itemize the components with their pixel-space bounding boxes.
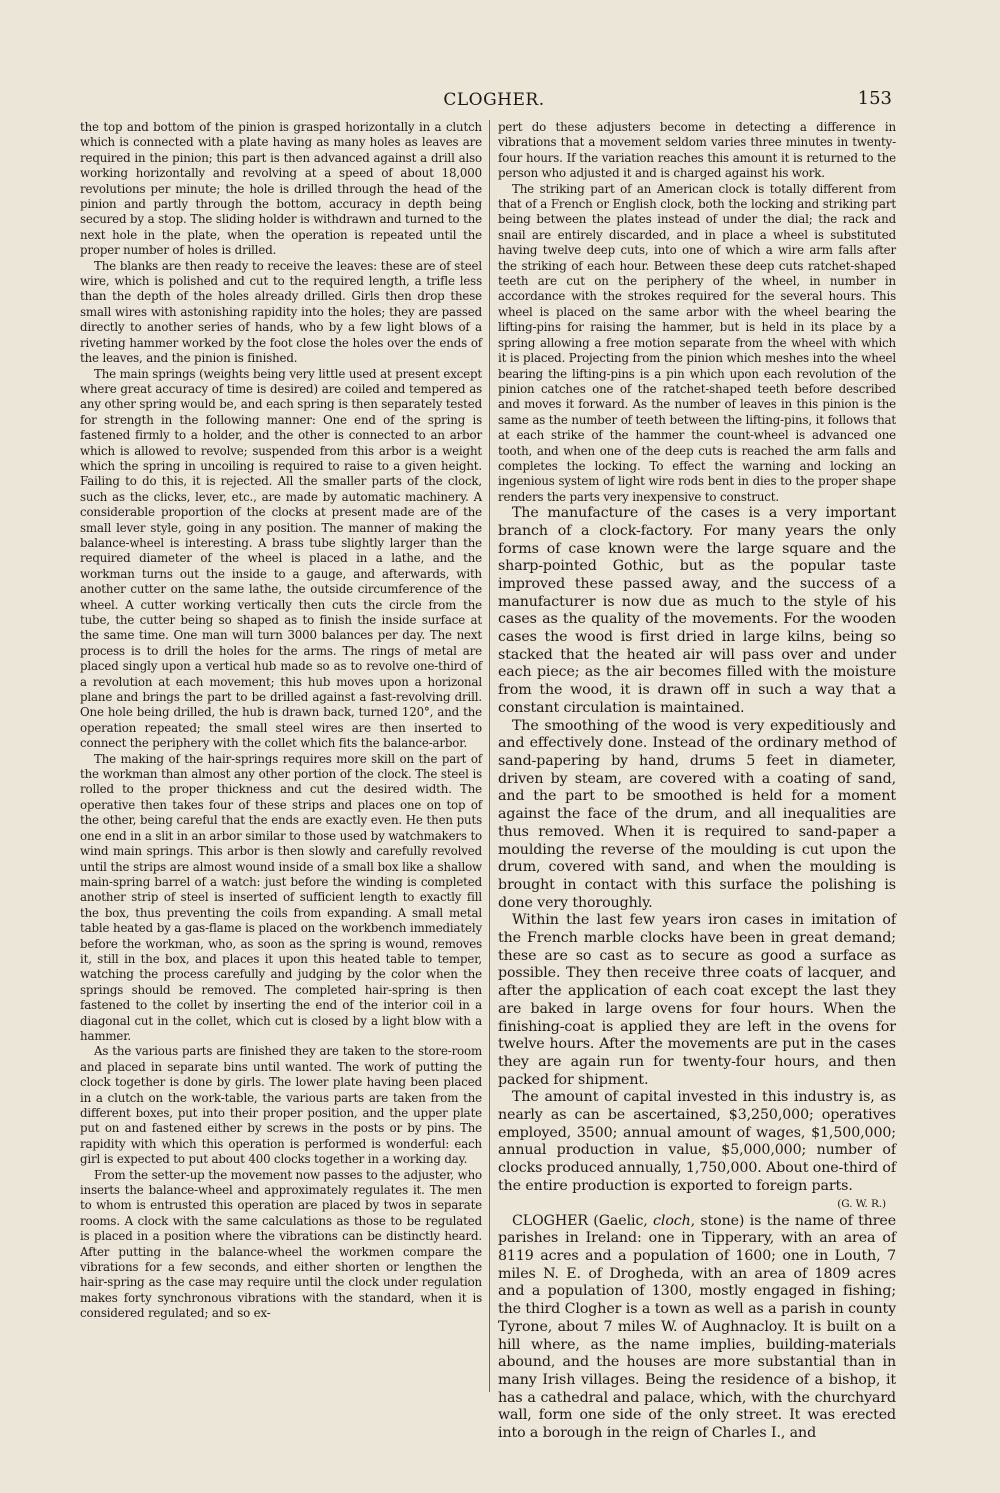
column-divider <box>489 120 490 1392</box>
paragraph: As the various parts are finished they are taken to the store-room and placed in separate bins until wanted. The work of putting the clock together is done by girls. The lower plate having been placed in a clutch on the work-table, the various parts are taken from the different boxes, put into their proper position, and the upper plate put on and fastened either by screws in the posts or by pins. The rapidity with which this operation is performed is wonderful: each girl is expected to put about 400 clocks together in a working day. <box>80 1044 482 1167</box>
large-print-section <box>498 505 896 1443</box>
paragraph: The manufacture of the cases is a very important branch of a clock-factory. For many years the only forms of case known were the large square and the sharp-pointed Gothic, but as the popular taste improved these passed away, and the success of a manufacturer is now due as much to the style of his cases as the quality of the movements. For the wooden cases the wood is first dried in large kilns, being so stacked that the heated air will pass over and under each piece; as the air becomes filled with the moisture from the wood, it is drawn off in such a way that a constant circulation is maintained. <box>498 505 896 716</box>
paragraph: The main springs (weights being very little used at present except where great accuracy of time is desired) are coiled and tempered as any other spring would be, and each spring is then separately tested for strength in the following manner: One end of the spring is fastened firmly to a holder, and the other is connected to an arbor which is allowed to revolve; suspended from this arbor is a weight which the spring in uncoiling is required to raise to a given height. Failing to do this, it is rejected. All the smaller parts of the clock, such as the clicks, lever, etc., are made by automatic machinery. A considerable proportion of the clocks at present made are of the small lever style, going in any position. The manner of making the balance-wheel is interesting. A brass tube slightly larger than the required diameter of the wheel is placed in a lathe, and the workman turns out the inside to a gauge, and afterwards, with another cutter on the same lathe, the outside circumference of the wheel. A cutter working vertically then cuts the circle from the tube, the cutter being so shaped as to finish the inside surface at the same time. One man will turn 3000 balances per day. The next process is to drill the holes for the arms. The rings of metal are placed singly upon a vertical hub made so as to revolve one-third of a revolution at each movement; this hub moves upon a horizonal plane and brings the part to be drilled against a fast-revolving drill. One hole being drilled, the hub is drawn back, turned 120°, and the operation repeated; the small steel wires are then inserted to connect the periphery with the collet which fits the balance-arbor. <box>80 366 482 751</box>
entry-text-open: (Gaelic, <box>587 1212 654 1229</box>
running-head <box>96 86 892 112</box>
paragraph: The smoothing of the wood is very expeditiously and and effectively done. Instead of the ordinary method of sand-papering by hand, drums 5 feet in diameter, driven by steam, are covered with a coating of sand, and the part to be smoothed is held for a moment against the face of the drum, and all inequalities are thus removed. When it is required to sand-paper a moulding the reverse of the moulding is cut upon the drum, covered with sand, and when the moulding is brought in contact with this surface the polishing is done very thoroughly. <box>498 717 896 911</box>
paragraph: pert do these adjusters become in detecting a difference in vibrations that a movement seldom varies three minutes in twenty-four hours. If the variation reaches this amount it is returned to the person who adjusted it and is charged against his work. <box>498 120 896 181</box>
entry-headword: CLOGHER <box>512 1212 588 1229</box>
right-column <box>498 120 896 1443</box>
entry-clogher <box>498 1213 896 1443</box>
paragraph: The striking part of an American clock is totally different from that of a French or English clock, both the locking and striking part being between the plates instead of under the dial; the rack and snail are entirely discarded, and in place a wheel is substituted having twelve deep cuts, into one of which a wire arm falls after the striking of each hour. Between these deep cuts ratchet-shaped teeth are cut on the periphery of the wheel, in number in accordance with the strokes required for the several hours. This wheel is placed on the same arbor with the wheel bearing the lifting-pins for raising the hammer, but is held in its place by a spring allowing a free motion separate from the wheel with which it is placed. Projecting from the pinion which meshes into the wheel bearing the lifting-pins is a pin which upon each revolution of the pinion catches one of the ratchet-shaped teeth before described and moves it forward. As the number of leaves in this pinion is the same as the number of teeth between the lifting-pins, it follows that at each strike of the hammer the count-wheel is advanced one tooth, and when one of the deep cuts is reached the arm falls and completes the locking. To effect the warning and locking an ingenious system of light wire rods bent in dies to the proper shape renders the parts very inexpensive to construct. <box>498 181 896 504</box>
paragraph: The making of the hair-springs requires more skill on the part of the workman than almost any other portion of the clock. The steel is rolled to the proper thickness and cut the desired width. The operative then takes four of these strips and places one on top of the other, being careful that the ends are exactly even. He then puts one end in a slit in an arbor similar to those used by watchmakers to wind main springs. This arbor is then slowly and carefully revolved until the strips are almost wound inside of a small box like a shallow main-spring barrel of a watch: just before the winding is completed another strip of steel is inserted of sufficient length to exactly fill the box, thus preventing the coils from expanding. A small metal table heated by a gas-flame is placed on the workbench immediately before the workman, who, as soon as the spring is wound, removes it, still in the box, and places it upon this heated table to temper, watching the process carefully and judging by the color when the springs should be removed. The completed hair-spring is then fastened to the collet by inserting the end of the interior coil in a diagonal cut in the collet, which cut is closed by a light blow with a hammer. <box>80 751 482 1043</box>
left-column <box>80 120 482 1322</box>
page-number: 153 <box>857 88 892 109</box>
paragraph: Within the last few years iron cases in imitation of the French marble clocks have been in great demand; these are so cast as to secure as good a surface as possible. They then receive three coats of lacquer, and after the application of each coat except the last they are baked in large ovens for four hours. When the finishing-coat is applied they are left in the ovens for twelve hours. After the movements are put in the cases they are again run for twenty-four hours, and then packed for shipment. <box>498 912 896 1088</box>
author-signature: (G. W. R.) <box>837 1197 886 1210</box>
paragraph: The amount of capital invested in this industry is, as nearly as can be ascertained, $3,250,000; operatives employed, 3500; annual amount of wages, $1,500,000; annual production in value, $5,000,000; number of clocks produced annually, 1,750,000. About one-third of the entire production is exported to foreign parts. <box>498 1089 896 1194</box>
small-print-section <box>498 120 896 505</box>
page-title: CLOGHER. <box>443 90 545 110</box>
paragraph: The blanks are then ready to receive the leaves: these are of steel wire, which is polished and cut to the required length, a trifle less than the depth of the holes already drilled. Girls then drop these small wires with astonishing rapidity into the holes; they are passed directly to another series of hands, who by a few light blows of a riveting hammer worked by the foot close the holes over the ends of the leaves, and the pinion is finished. <box>80 258 482 366</box>
paragraph: the top and bottom of the pinion is grasped horizontally in a clutch which is connected with a plate having as many holes as leaves are required in the pinion; this part is then advanced against a drill also working horizontally and revolving at a speed of about 18,000 revolutions per minute; the hole is drilled through the head of the pinion and partly through the bottom, accuracy in depth being secured by a stop. The sliding holder is withdrawn and turned to the next hole in the plate, when the operation is repeated until the proper number of holes is drilled. <box>80 120 482 258</box>
entry-text: , stone) is the name of three parishes in Ireland: one in Tipperary, with an area of 8119 acres and a population of 1600; one in Louth, 7 miles N. E. of Drogheda, with an area of 1809 acres and a population of 1300, mostly engaged in fishing; the third Clogher is a town as well as a parish in county Tyrone, about 7 miles W. of Aughnacloy. It is built on a hill where, as the name implies, building-materials abound, and the houses are more substantial than in many Irish villages. Being the residence of a bishop, it has a cathedral and palace, which, with the churchyard wall, form one side of the only street. It was erected into a borough in the reign of Charles I., and <box>498 1212 896 1442</box>
paragraph: From the setter-up the movement now passes to the adjuster, who inserts the balance-wheel and approximately regulates it. The men to whom is entrusted this operation are placed by twos in separate rooms. A clock with the same calculations as those to be regulated is placed in a position where the vibrations can be distinctly heard. After putting in the balance-wheel the workmen compare the vibrations for a few seconds, and either shorten or lengthen the hair-spring as the case may require until the clock under regulation makes forty synchronous vibrations with the standard, when it is considered regulated; and so ex- <box>80 1167 482 1321</box>
gaelic-word: cloch <box>653 1212 691 1229</box>
